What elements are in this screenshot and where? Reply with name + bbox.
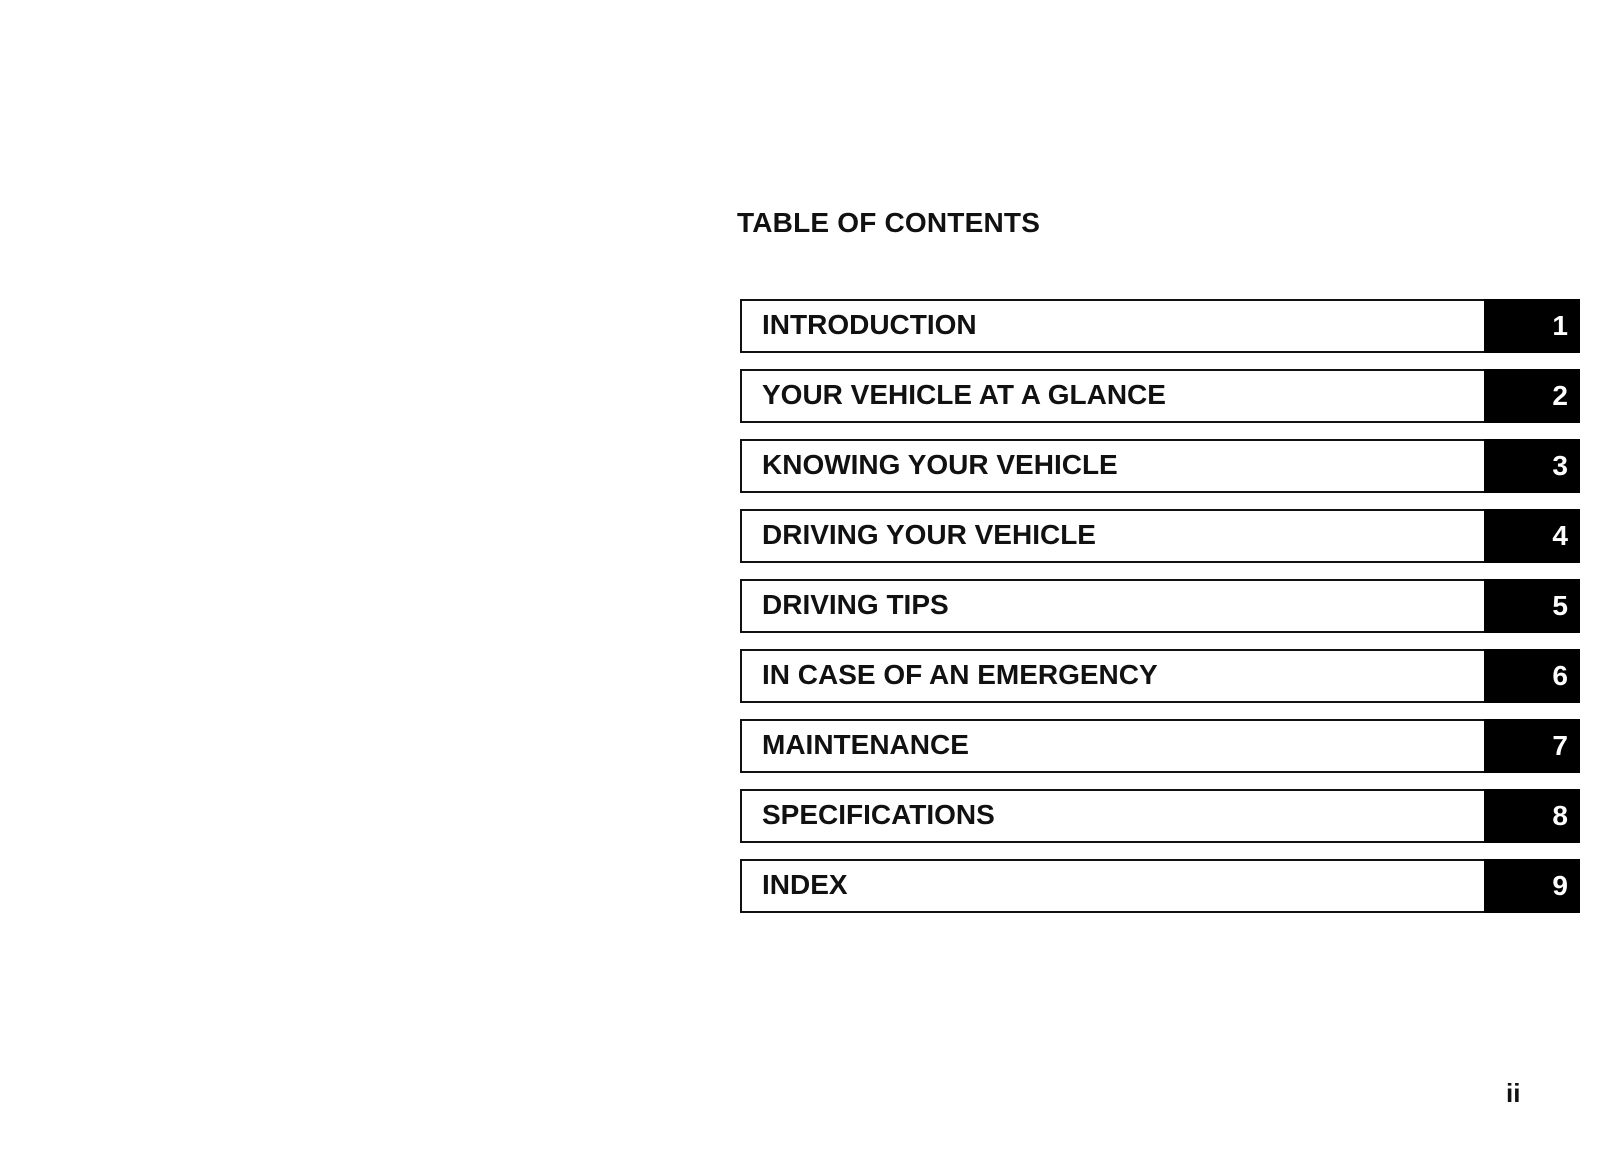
toc-entry-label: DRIVING TIPS [762,589,949,620]
toc-entry-introduction[interactable] [740,299,1580,353]
toc-entry-in-case-of-an-emergency[interactable] [740,649,1580,703]
toc-entry-label: INDEX [762,869,848,900]
page-number: ii [1506,1078,1521,1108]
toc-entry-label: DRIVING YOUR VEHICLE [762,519,1096,550]
section-tab[interactable]: 6 [1484,649,1580,703]
toc-entry-index[interactable] [740,859,1580,913]
section-tab[interactable]: 8 [1484,789,1580,843]
section-tab[interactable]: 4 [1484,509,1580,563]
section-tab[interactable]: 7 [1484,719,1580,773]
toc-entry-label: INTRODUCTION [762,309,977,340]
toc-entry-your-vehicle-at-a-glance[interactable] [740,369,1580,423]
toc-entry-driving-your-vehicle[interactable] [740,509,1580,563]
toc-entry-maintenance[interactable] [740,719,1580,773]
toc-entry-label: MAINTENANCE [762,729,969,760]
toc-entry-specifications[interactable] [740,789,1580,843]
section-tab[interactable]: 1 [1484,299,1580,353]
section-tab[interactable]: 9 [1484,859,1580,913]
page-title: TABLE OF CONTENTS [737,207,1041,238]
section-tab[interactable]: 3 [1484,439,1580,493]
toc-entry-label: KNOWING YOUR VEHICLE [762,449,1118,480]
section-tab[interactable]: 2 [1484,369,1580,423]
toc-entry-knowing-your-vehicle[interactable] [740,439,1580,493]
toc-entry-driving-tips[interactable] [740,579,1580,633]
toc-list [740,299,1580,929]
toc-entry-label: YOUR VEHICLE AT A GLANCE [762,379,1166,410]
toc-entry-label: SPECIFICATIONS [762,799,995,830]
toc-entry-label: IN CASE OF AN EMERGENCY [762,659,1158,690]
section-tab[interactable]: 5 [1484,579,1580,633]
